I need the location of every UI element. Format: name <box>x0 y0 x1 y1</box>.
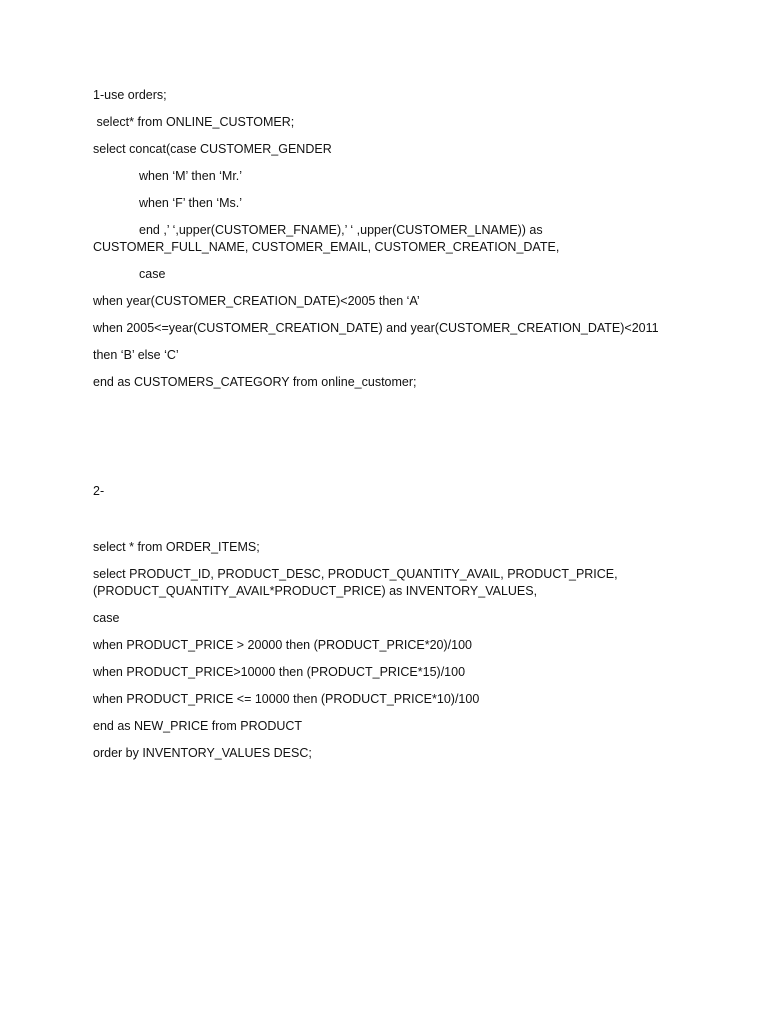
text-line: select PRODUCT_ID, PRODUCT_DESC, PRODUCT_QUANTITY_AVAIL, PRODUCT_PRICE, <box>93 567 618 581</box>
paragraph <box>93 566 693 600</box>
section-heading: 2- <box>93 484 105 498</box>
text-line: select* from ONLINE_CUSTOMER; <box>93 115 295 129</box>
paragraph <box>93 222 693 256</box>
text-line: when PRODUCT_PRICE>10000 then (PRODUCT_PRICE*15)/100 <box>93 665 466 679</box>
text-line: end as NEW_PRICE from PRODUCT <box>93 719 303 733</box>
text-line: case <box>139 267 166 281</box>
text-line: when 2005<=year(CUSTOMER_CREATION_DATE) and year(CUSTOMER_CREATION_DATE)<2011 <box>93 321 659 335</box>
text-line: 1-use orders; <box>93 88 167 102</box>
text-line: end ,’ ‘,upper(CUSTOMER_FNAME),’ ‘ ,upper(CUSTOMER_LNAME)) as <box>139 223 543 237</box>
spacer <box>93 510 693 539</box>
text-line: case <box>93 611 120 625</box>
text-line: when ‘M’ then ‘Mr.’ <box>139 169 243 183</box>
text-line: when PRODUCT_PRICE > 20000 then (PRODUCT_PRICE*20)/100 <box>93 638 472 652</box>
document-body <box>93 87 693 772</box>
text-line: when year(CUSTOMER_CREATION_DATE)<2005 then ‘A’ <box>93 294 420 308</box>
text-line: when PRODUCT_PRICE <= 10000 then (PRODUCT_PRICE*10)/100 <box>93 692 480 706</box>
text-line: select * from ORDER_ITEMS; <box>93 540 260 554</box>
text-line: select concat(case CUSTOMER_GENDER <box>93 142 332 156</box>
text-line: end as CUSTOMERS_CATEGORY from online_customer; <box>93 375 417 389</box>
text-line: then ‘B’ else ‘C’ <box>93 348 179 362</box>
text-line: order by INVENTORY_VALUES DESC; <box>93 746 312 760</box>
text-line: when ‘F’ then ‘Ms.’ <box>139 196 243 210</box>
text-line: CUSTOMER_FULL_NAME, CUSTOMER_EMAIL, CUSTOMER_CREATION_DATE, <box>93 240 560 254</box>
spacer <box>93 401 693 483</box>
text-line: (PRODUCT_QUANTITY_AVAIL*PRODUCT_PRICE) as INVENTORY_VALUES, <box>93 584 538 598</box>
